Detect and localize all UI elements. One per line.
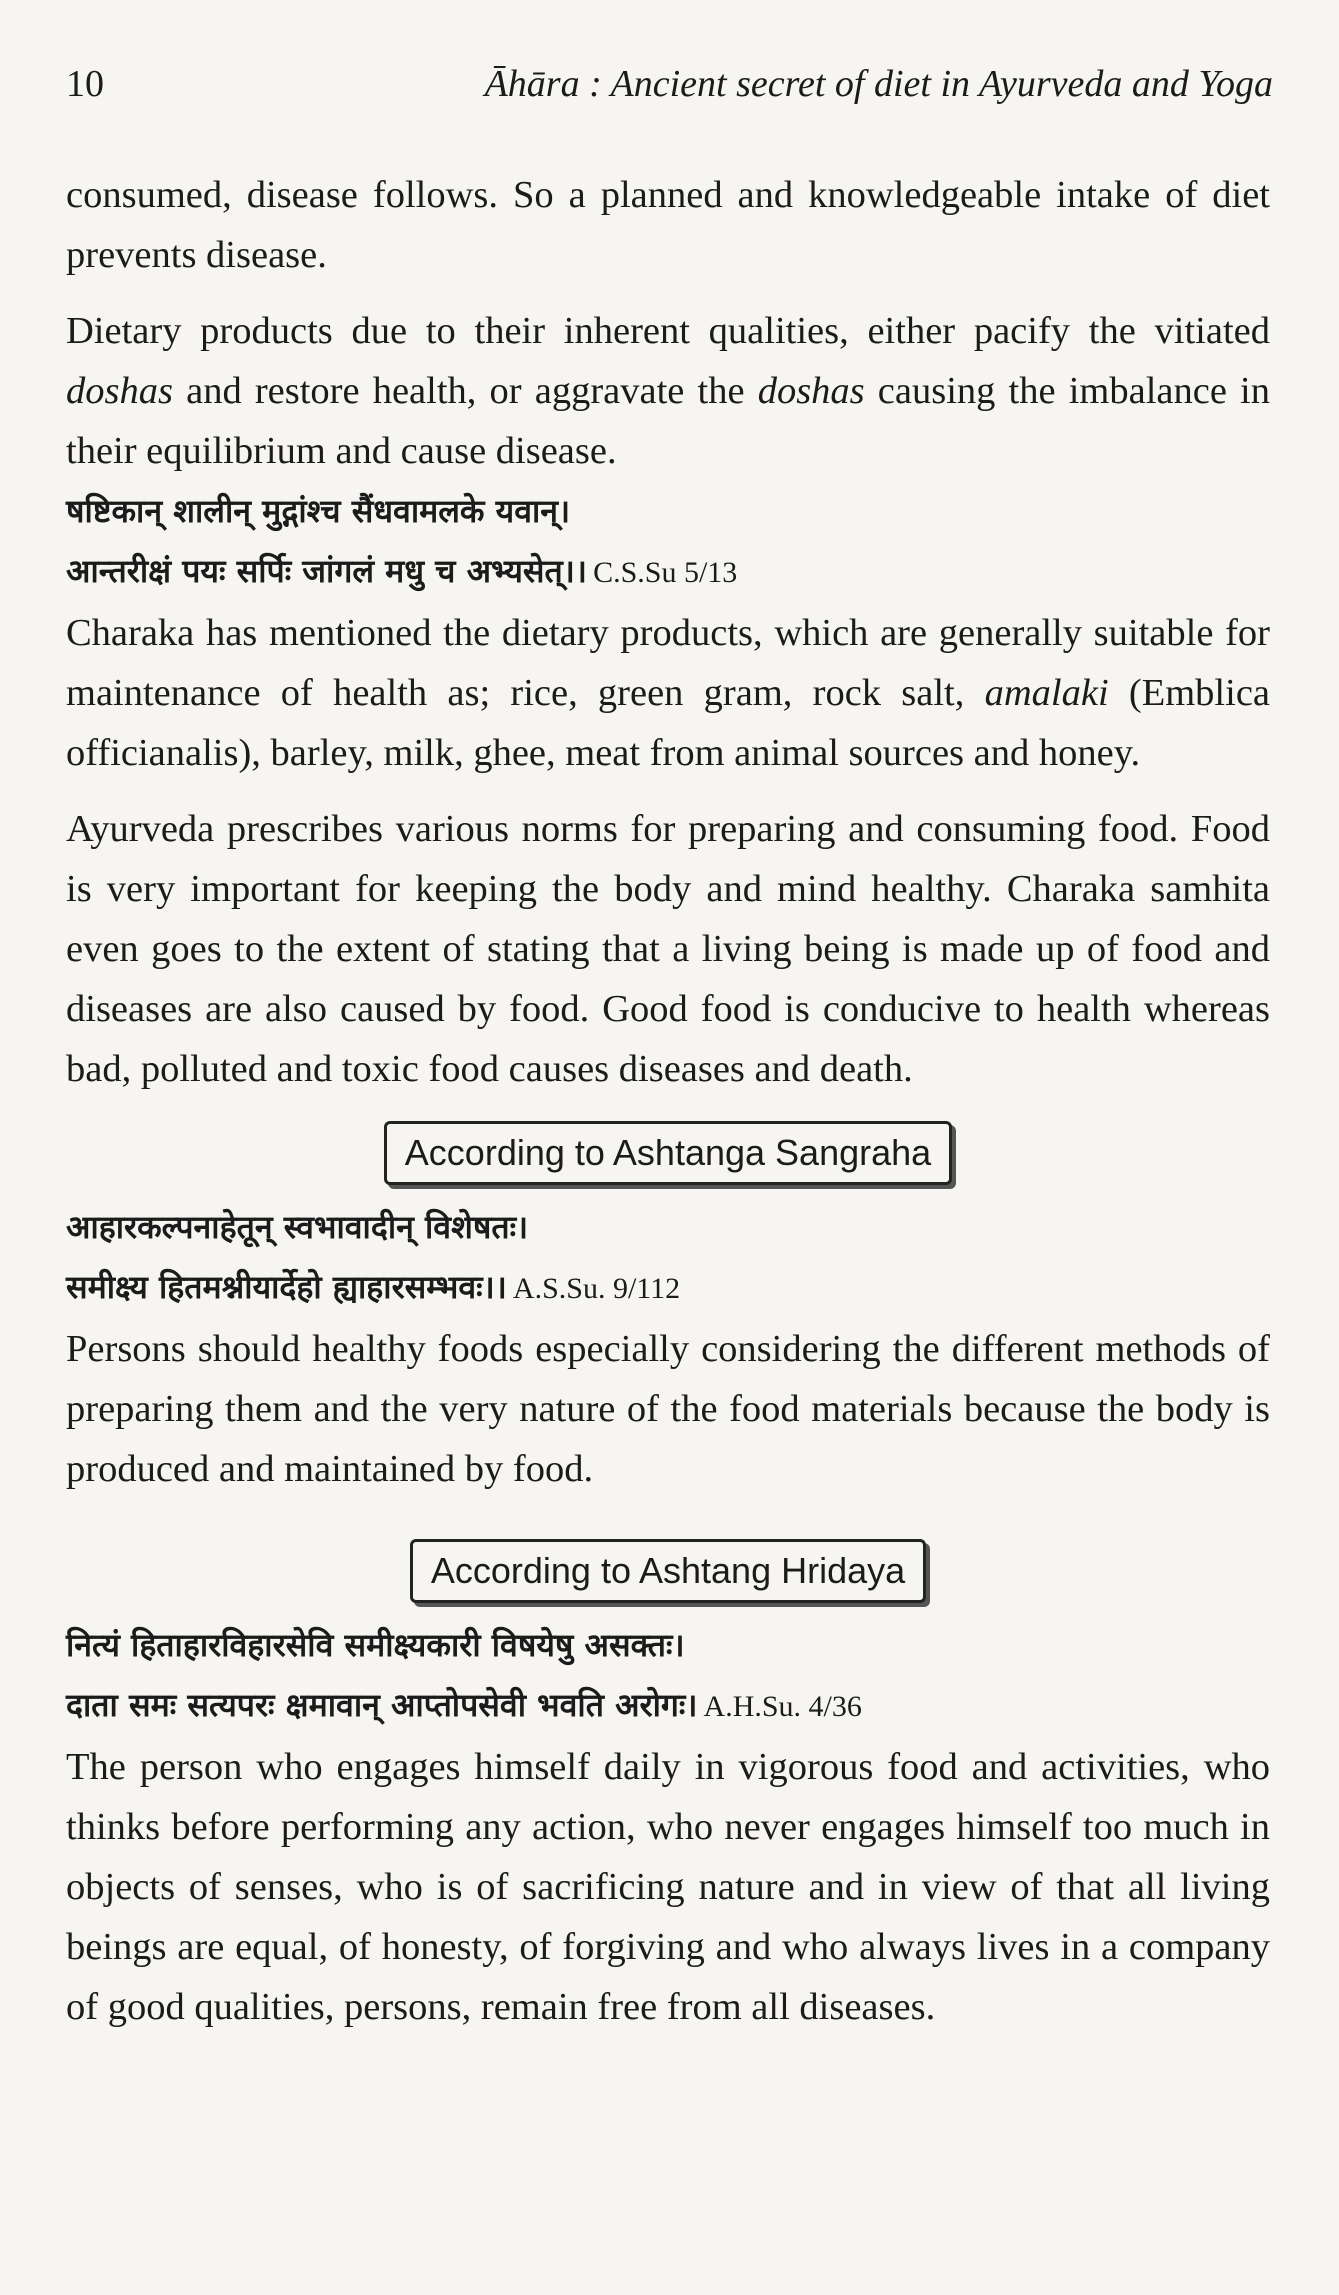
verse-line: दाता समः सत्यपरः क्षमावान् आप्तोपसेवी भवति अरोगः। A.H.Su. 4/36 [66,1686,862,1724]
page-body [66,165,1270,2037]
verse-reference: A.H.Su. 4/36 [703,1690,862,1723]
paragraph-dietary-products: Charaka has mentioned the dietary products, which are generally suitable for maintenance of health as; rice, green gram, rock salt, amalaki (Emblica officianalis), barley, milk, ghee, meat from animal sources and honey. [66,612,1270,774]
verse-line: षष्टिकान् शालीन् मुद्गांश्च सैंधवामलके यवान्। [66,492,571,530]
sanskrit-verse-hridaya [66,1615,1270,1737]
section-heading-ashtang-hridaya [66,1539,1270,1603]
sanskrit-verse-sangraha [66,1197,1270,1319]
verse-line: नित्यं हिताहारविहारसेवि समीक्ष्यकारी विषयेषु असक्तः। [66,1626,685,1664]
heading-box: According to Ashtang Hridaya [410,1539,926,1603]
verse-line: आहारकल्पनाहेतून् स्वभावादीन् विशेषतः। [66,1208,529,1246]
heading-box: According to Ashtanga Sangraha [384,1121,952,1185]
paragraph-person-engages: The person who engages himself daily in vigorous food and activities, who thinks before performing any action, who never engages himself too much in objects of senses, who is of sacrificing nature and in view of that all living beings are equal, of honesty, of forgiving and who always lives in a company of good qualities, persons, remain free from all diseases. [66,1746,1270,2028]
page-number: 10 [66,63,104,105]
paragraph-continued: consumed, disease follows. So a planned and knowledgeable intake of diet prevents disease. [66,174,1270,276]
paragraph-doshas: Dietary products due to their inherent qualities, either pacify the vitiated doshas and restore health, or aggravate the doshas causing the imbalance in their equilibrium and cause disease. [66,310,1271,472]
section-heading-ashtanga-sangraha [66,1121,1270,1185]
verse-reference: C.S.Su 5/13 [593,556,738,589]
running-title: Āhāra : Ancient secret of diet in Ayurveda and Yoga [484,63,1273,105]
paragraph-healthy-foods: Persons should healthy foods especially considering the different methods of preparing them and the very nature of the food materials because the body is produced and maintained by food. [66,1328,1270,1490]
verse-reference: A.S.Su. 9/112 [512,1272,681,1305]
verse-line: आन्तरीक्षं पयः सर्पिः जांगलं मधु च अभ्यसेत्।। C.S.Su 5/13 [66,552,738,590]
verse-line: समीक्ष्य हितमश्नीयार्देहो ह्याहारसम्भवः।। A.S.Su. 9/112 [66,1268,681,1306]
sanskrit-verse-charaka [66,481,1270,603]
page-header [66,62,1273,112]
paragraph-ayurveda-norms: Ayurveda prescribes various norms for preparing and consuming food. Food is very important for keeping the body and mind healthy. Charaka samhita even goes to the extent of stating that a living being is made up of food and diseases are also caused by food. Good food is conducive to health whereas bad, polluted and toxic food causes diseases and death. [66,808,1270,1090]
